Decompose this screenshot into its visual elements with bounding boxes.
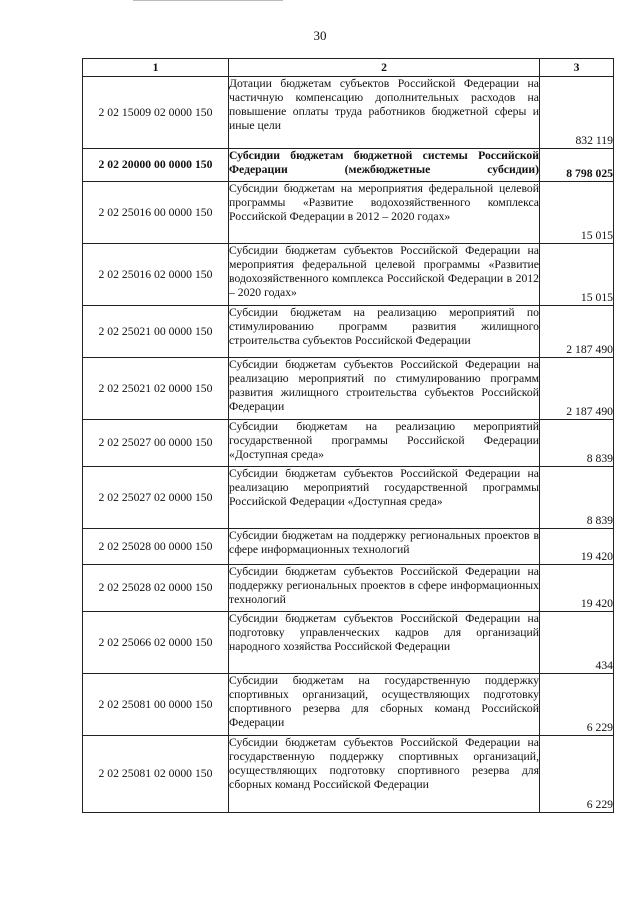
row-amount: 2 187 490 <box>540 358 614 420</box>
row-description: Субсидии бюджетам субъектов Российской Федерации на поддержку региональных проектов в сфере информационных технологий <box>229 565 540 612</box>
row-amount: 15 015 <box>540 244 614 306</box>
table-row <box>83 565 614 612</box>
row-description: Дотации бюджетам субъектов Российской Федерации на частичную компенсацию дополнительных расходов на повышение оплаты труда работников бюджетной сферы и иные цели <box>229 77 540 149</box>
row-amount: 8 798 025 <box>540 149 614 182</box>
row-code: 2 02 25081 00 0000 150 <box>83 674 229 736</box>
row-code: 2 02 25027 02 0000 150 <box>83 467 229 529</box>
row-code: 2 02 25016 02 0000 150 <box>83 244 229 306</box>
table-row <box>83 529 614 565</box>
row-amount: 15 015 <box>540 182 614 244</box>
table-row <box>83 358 614 420</box>
row-description: Субсидии бюджетам бюджетной системы Российской Федерации (межбюджетные субсидии) <box>229 149 540 182</box>
table-row <box>83 420 614 467</box>
row-amount: 19 420 <box>540 565 614 612</box>
row-amount: 19 420 <box>540 529 614 565</box>
header-col-3: 3 <box>540 59 614 77</box>
row-amount: 6 229 <box>540 736 614 813</box>
row-code: 2 02 25066 02 0000 150 <box>83 612 229 674</box>
row-description: Субсидии бюджетам на реализацию мероприятий государственной программы Российской Федерации «Доступная среда» <box>229 420 540 467</box>
row-amount: 8 839 <box>540 467 614 529</box>
row-code: 2 02 25021 00 0000 150 <box>83 306 229 358</box>
page-number: 30 <box>313 28 327 43</box>
row-description: Субсидии бюджетам субъектов Российской Федерации на реализацию мероприятий государственной программы Российской Федерации «Доступная среда» <box>229 467 540 529</box>
row-description: Субсидии бюджетам субъектов Российской Федерации на подготовку управленческих кадров для организаций народного хозяйства Российской Федерации <box>229 612 540 674</box>
row-code: 2 02 20000 00 0000 150 <box>83 149 229 182</box>
table-row <box>83 467 614 529</box>
row-amount: 832 119 <box>540 77 614 149</box>
budget-table <box>82 58 614 813</box>
header-col-1: 1 <box>83 59 229 77</box>
row-description: Субсидии бюджетам на мероприятия федеральной целевой программы «Развитие водохозяйственного комплекса Российской Федерации в 2012 – 2020 годах» <box>229 182 540 244</box>
row-amount: 434 <box>540 612 614 674</box>
table-row <box>83 736 614 813</box>
header-col-2: 2 <box>229 59 540 77</box>
top-edge-line <box>133 0 283 1</box>
row-amount: 2 187 490 <box>540 306 614 358</box>
table-row <box>83 674 614 736</box>
table-row <box>83 182 614 244</box>
row-code: 2 02 25016 00 0000 150 <box>83 182 229 244</box>
row-description: Субсидии бюджетам на поддержку региональных проектов в сфере информационных технологий <box>229 529 540 565</box>
table-row <box>83 244 614 306</box>
table-row <box>83 306 614 358</box>
row-code: 2 02 25021 02 0000 150 <box>83 358 229 420</box>
header-row <box>83 59 614 77</box>
row-code: 2 02 25028 00 0000 150 <box>83 529 229 565</box>
table-row <box>83 149 614 182</box>
row-description: Субсидии бюджетам субъектов Российской Федерации на мероприятия федеральной целевой программы «Развитие водохозяйственного комплекса Российской Федерации в 2012 – 2020 годах» <box>229 244 540 306</box>
row-amount: 8 839 <box>540 420 614 467</box>
row-description: Субсидии бюджетам субъектов Российской Федерации на реализацию мероприятий по стимулированию программ развития жилищного строительства субъектов Российской Федерации <box>229 358 540 420</box>
row-code: 2 02 25028 02 0000 150 <box>83 565 229 612</box>
row-amount: 6 229 <box>540 674 614 736</box>
row-description: Субсидии бюджетам на государственную поддержку спортивных организаций, осуществляющих подготовку спортивного резерва для сборных команд Российской Федерации <box>229 674 540 736</box>
row-code: 2 02 15009 02 0000 150 <box>83 77 229 149</box>
row-code: 2 02 25081 02 0000 150 <box>83 736 229 813</box>
row-description: Субсидии бюджетам субъектов Российской Федерации на государственную поддержку спортивных организаций, осуществляющих подготовку спортивного резерва для сборных команд Российской Федерации <box>229 736 540 813</box>
table-row <box>83 77 614 149</box>
row-code: 2 02 25027 00 0000 150 <box>83 420 229 467</box>
table-row <box>83 612 614 674</box>
row-description: Субсидии бюджетам на реализацию мероприятий по стимулированию программ развития жилищного строительства субъектов Российской Федерации <box>229 306 540 358</box>
